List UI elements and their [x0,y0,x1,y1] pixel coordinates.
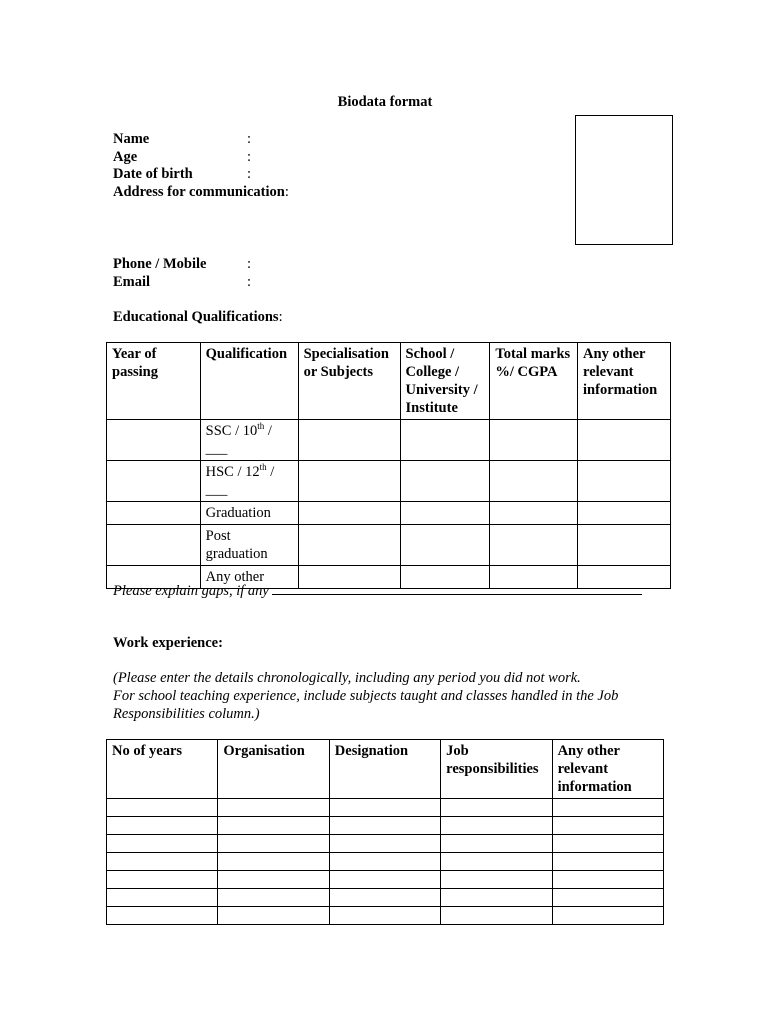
row-ssc: SSC / 10th / ___ [200,420,298,461]
row-hsc: HSC / 12th / ___ [200,461,298,502]
work-table [106,739,664,925]
dob-colon: : [247,166,252,182]
header-years: No of years [107,740,218,799]
table-row [107,525,671,566]
header-work-other: Any other relevant information [552,740,663,799]
address-label: Address for communication: [113,184,289,200]
table-row [107,835,664,853]
header-organisation: Organisation [218,740,329,799]
header-designation: Designation [329,740,440,799]
row-post-graduation: Post graduation [200,525,298,566]
header-job: Job responsibilities [441,740,552,799]
table-row [107,799,664,817]
table-row [107,502,671,525]
education-table [106,342,671,589]
dob-label: Date of birth [113,166,193,182]
header-specialisation: Specialisation or Subjects [298,343,400,420]
table-row [107,817,664,835]
table-row [107,420,671,461]
header-other: Any other relevant information [578,343,671,420]
photo-box [575,115,673,245]
header-school: School / College / University / Institute [400,343,490,420]
header-qualification: Qualification [200,343,298,420]
table-row [107,889,664,907]
name-colon: : [247,131,252,147]
gaps-label: Please explain gaps, if any [113,583,269,599]
work-heading: Work experience: [113,635,223,651]
phone-colon: : [247,256,252,272]
header-marks: Total marks %/ CGPA [490,343,578,420]
row-any-other: Any other [200,566,298,589]
page-title: Biodata format [337,94,433,110]
email-colon: : [247,274,252,290]
age-colon: : [247,149,252,165]
work-note: (Please enter the details chronologically, including any period you did not work. For school teaching experience, include subjects taught and classes handled in the Job Responsibilities column.) [113,670,619,722]
education-heading: Educational Qualifications: [113,309,283,325]
age-label: Age [113,149,138,165]
gaps-line [113,581,642,600]
education-header-row [107,343,671,420]
phone-label: Phone / Mobile [113,256,207,272]
work-header-row [107,740,664,799]
email-label: Email [113,274,151,290]
gaps-input-line[interactable] [272,581,642,595]
name-label: Name [113,131,150,147]
row-graduation: Graduation [200,502,298,525]
header-year: Year of passing [107,343,201,420]
table-row [107,853,664,871]
table-row [107,907,664,925]
table-row [107,871,664,889]
table-row [107,461,671,502]
